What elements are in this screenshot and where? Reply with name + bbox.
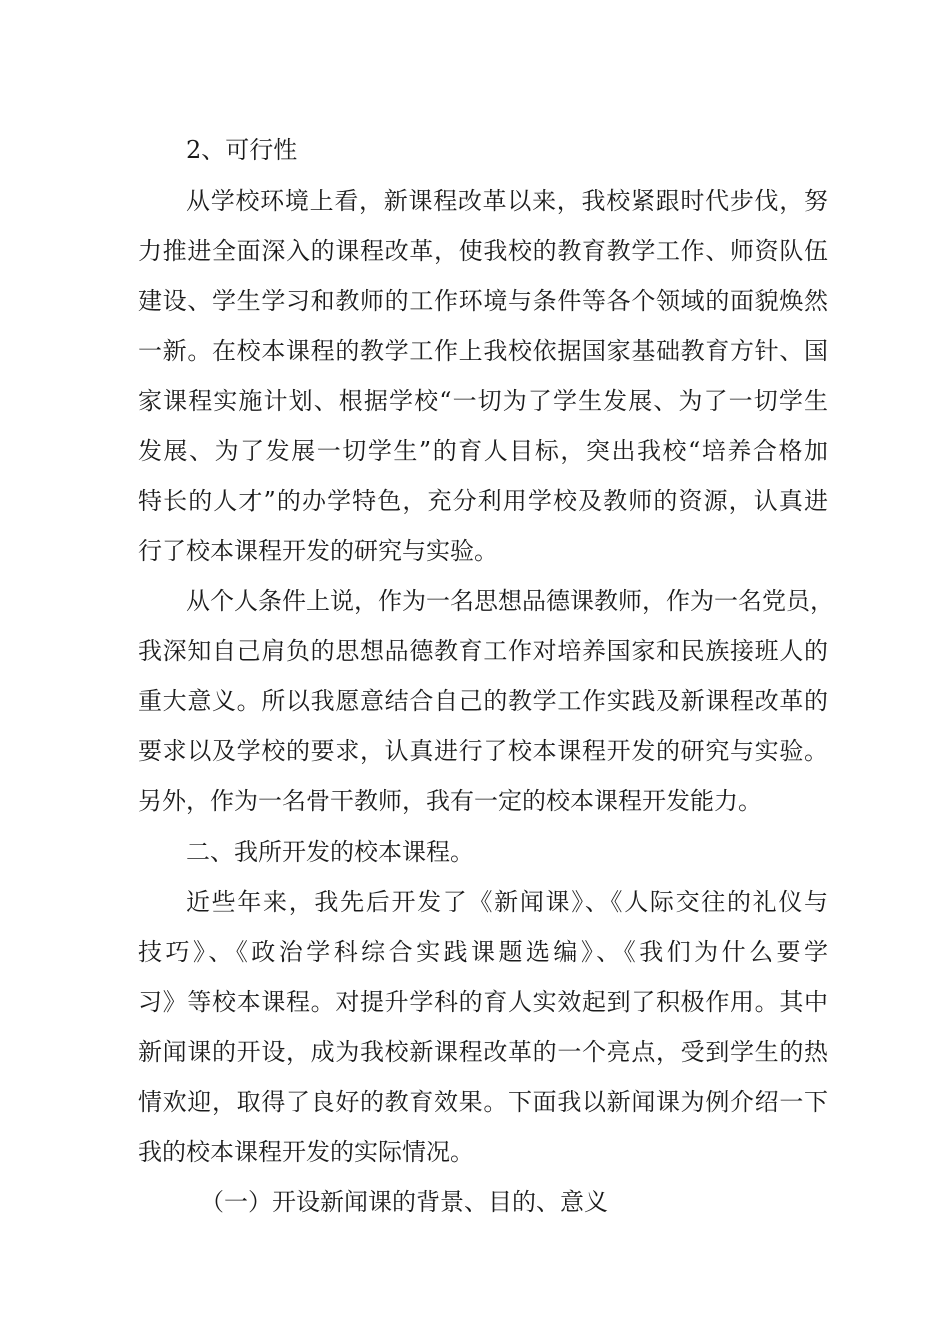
paragraph-line: 从个人条件上说，作为一名思想品德课教师，作为一名党员，: [186, 587, 834, 615]
paragraph-line: 行了校本课程开发的研究与实验。: [138, 537, 498, 565]
paragraph-line: 新闻课的开设，成为我校新课程改革的一个亮点，受到学生的热: [138, 1038, 828, 1066]
section-heading-feasibility: 2、可行性: [186, 136, 298, 164]
paragraph-line: 技巧》、《政治学科综合实践课题选编》、《我们为什么要学: [138, 938, 828, 966]
paragraph-line: 发展、为了发展一切学生”的育人目标，突出我校“培养合格加: [138, 437, 828, 465]
paragraph-line: 我深知自己肩负的思想品德教育工作对培养国家和民族接班人的: [138, 637, 828, 665]
paragraph-line: 一新。在校本课程的教学工作上我校依据国家基础教育方针、国: [138, 337, 828, 365]
paragraph-line: 我的校本课程开发的实际情况。: [138, 1138, 474, 1166]
subsection-heading-background: （一）开设新闻课的背景、目的、意义: [200, 1188, 608, 1216]
paragraph-line: 家课程实施计划、根据学校“一切为了学生发展、为了一切学生: [138, 387, 828, 415]
paragraph-line: 近些年来，我先后开发了《新闻课》、《人际交往的礼仪与: [186, 888, 828, 916]
paragraph-line: 情欢迎，取得了良好的教育效果。下面我以新闻课为例介绍一下: [138, 1088, 828, 1116]
paragraph-line: 另外，作为一名骨干教师，我有一定的校本课程开发能力。: [138, 787, 762, 815]
paragraph-line: 从学校环境上看，新课程改革以来，我校紧跟时代步伐，努: [186, 187, 828, 215]
paragraph-line: 习》等校本课程。对提升学科的育人实效起到了积极作用。其中: [138, 988, 828, 1016]
section-heading-courses: 二、我所开发的校本课程。: [186, 838, 474, 866]
paragraph-line: 重大意义。所以我愿意结合自己的教学工作实践及新课程改革的: [138, 687, 828, 715]
paragraph-line: 力推进全面深入的课程改革，使我校的教育教学工作、师资队伍: [138, 237, 828, 265]
paragraph-line: 建设、学生学习和教师的工作环境与条件等各个领域的面貌焕然: [138, 287, 828, 315]
paragraph-line: 要求以及学校的要求，认真进行了校本课程开发的研究与实验。: [138, 737, 828, 765]
paragraph-line: 特长的人才”的办学特色，充分利用学校及教师的资源，认真进: [138, 487, 828, 515]
